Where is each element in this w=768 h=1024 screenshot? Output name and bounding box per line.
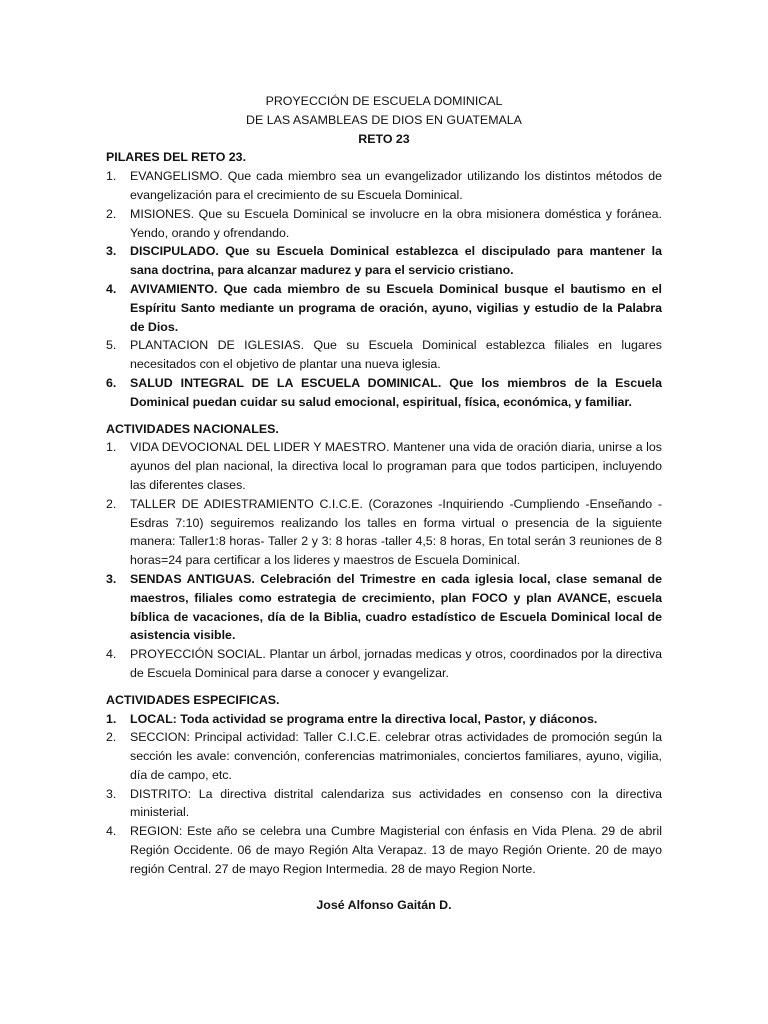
list-item: [106, 570, 662, 645]
list-item: [106, 280, 662, 336]
item-number: 1.: [106, 711, 117, 726]
title-line-3: RETO 23: [358, 131, 410, 146]
item-number: 5.: [106, 338, 117, 353]
list-item: [106, 495, 662, 570]
title-line-2: DE LAS ASAMBLEAS DE DIOS EN GUATEMALA: [246, 112, 522, 127]
nacionales-heading: ACTIVIDADES NACIONALES.: [106, 421, 279, 436]
nacionales-list: [106, 438, 662, 682]
item-number: 4.: [106, 647, 117, 662]
signature: José Alfonso Gaitán D.: [316, 897, 452, 912]
item-text: LOCAL: Toda actividad se programa entre la directiva local, Pastor, y diáconos.: [130, 711, 598, 726]
item-text: SECCION: Principal actividad: Taller C.I.C.E. celebrar otras actividades de promoción según la sección les avale: convención, conferencias matrimoniales, conciertos familiares, ayuno, vigilia, día de campo, etc.: [130, 730, 662, 782]
item-number: 4.: [106, 281, 117, 296]
list-item: [106, 242, 662, 280]
item-text: VIDA DEVOCIONAL DEL LIDER Y MAESTRO. Mantener una vida de oración diaria, unirse a los ayunos del plan nacional, la directiva local lo programan para que todos participen, incluyendo las diferentes clases.: [130, 440, 662, 492]
item-text: PROYECCIÓN SOCIAL. Plantar un árbol, jornadas medicas y otros, coordinados por la directiva de Escuela Dominical para darse a conocer y evangelizar.: [130, 647, 662, 680]
list-item: [106, 374, 662, 412]
item-text: AVIVAMIENTO. Que cada miembro de su Escuela Dominical busque el bautismo en el Espíritu Santo mediante un programa de oración, ayuno, vigilias y estudio de la Palabra de Dios.: [130, 281, 662, 334]
list-item: [106, 438, 662, 494]
item-number: 1.: [106, 440, 117, 455]
pilares-list: [106, 167, 662, 411]
item-text: SALUD INTEGRAL DE LA ESCUELA DOMINICAL. Que los miembros de la Escuela Dominical puedan cuidar su salud emocional, espiritual, física, económica, y familiar.: [130, 375, 662, 409]
item-number: 3.: [106, 571, 117, 586]
item-text: PLANTACION DE IGLESIAS. Que su Escuela Dominical establezca filiales en lugares necesitados con el objetivo de plantar una nueva iglesia.: [130, 338, 662, 372]
title-line-1: PROYECCIÓN DE ESCUELA DOMINICAL: [265, 94, 503, 108]
list-item: [106, 645, 662, 683]
document-title: [106, 92, 662, 148]
list-item: [106, 710, 662, 729]
item-text: REGION: Este año se celebra una Cumbre Magisterial con énfasis en Vida Plena. 29 de abril Región Occidente. 06 de mayo Región Alta Verapaz. 13 de mayo Región Oriente. 20 de mayo región Central. 27 de mayo Region Intermedia. 28 de mayo Region Norte.: [130, 824, 662, 876]
item-text: MISIONES. Que su Escuela Dominical se involucre en la obra misionera doméstica y foránea. Yendo, orando y ofrendando.: [130, 206, 662, 240]
pilares-heading: PILARES DEL RETO 23.: [106, 150, 247, 165]
list-item: [106, 205, 662, 243]
document-body: [106, 92, 662, 914]
list-item: [106, 167, 662, 205]
item-text: TALLER DE ADIESTRAMIENTO C.I.C.E. (Corazones -Inquiriendo -Cumpliendo -Enseñando - Esdras 7:10) seguiremos realizando los talles en forma virtual o presencia de la siguiente manera: Taller1:8 horas- Taller 2 y 3: 8 horas -taller 4,5: 8 horas, En total serán 3 reuniones de 8 horas=24 para certificar a los lideres y maestros de Escuela Dominical.: [130, 496, 662, 568]
item-number: 2.: [106, 730, 117, 745]
item-number: 2.: [106, 496, 117, 511]
especificas-heading: ACTIVIDADES ESPECIFICAS.: [106, 692, 280, 707]
item-number: 6.: [106, 375, 117, 390]
item-number: 1.: [106, 169, 117, 184]
list-item: [106, 785, 662, 823]
especificas-list: [106, 710, 662, 879]
item-text: SENDAS ANTIGUAS. Celebración del Trimestre en cada iglesia local, clase semanal de maestros, filiales como estrategia de crecimiento, plan FOCO y plan AVANCE, escuela bíblica de vacaciones, día de la Biblia, cuadro estadístico de Escuela Dominical local de asistencia visible.: [130, 571, 662, 643]
item-number: 2.: [106, 206, 117, 221]
item-text: DISTRITO: La directiva distrital calendariza sus actividades en consenso con la directiva ministerial.: [130, 786, 662, 820]
item-text: EVANGELISMO. Que cada miembro sea un evangelizador utilizando los distintos métodos de evangelización para el crecimiento de su Escuela Dominical.: [130, 169, 662, 202]
item-text: DISCIPULADO. Que su Escuela Dominical establezca el discipulado para mantener la sana doctrina, para alcanzar madurez y para el servicio cristiano.: [130, 244, 662, 278]
item-number: 3.: [106, 244, 117, 259]
list-item: [106, 728, 662, 784]
item-number: 3.: [106, 786, 117, 801]
item-number: 4.: [106, 824, 117, 839]
list-item: [106, 822, 662, 878]
list-item: [106, 336, 662, 374]
